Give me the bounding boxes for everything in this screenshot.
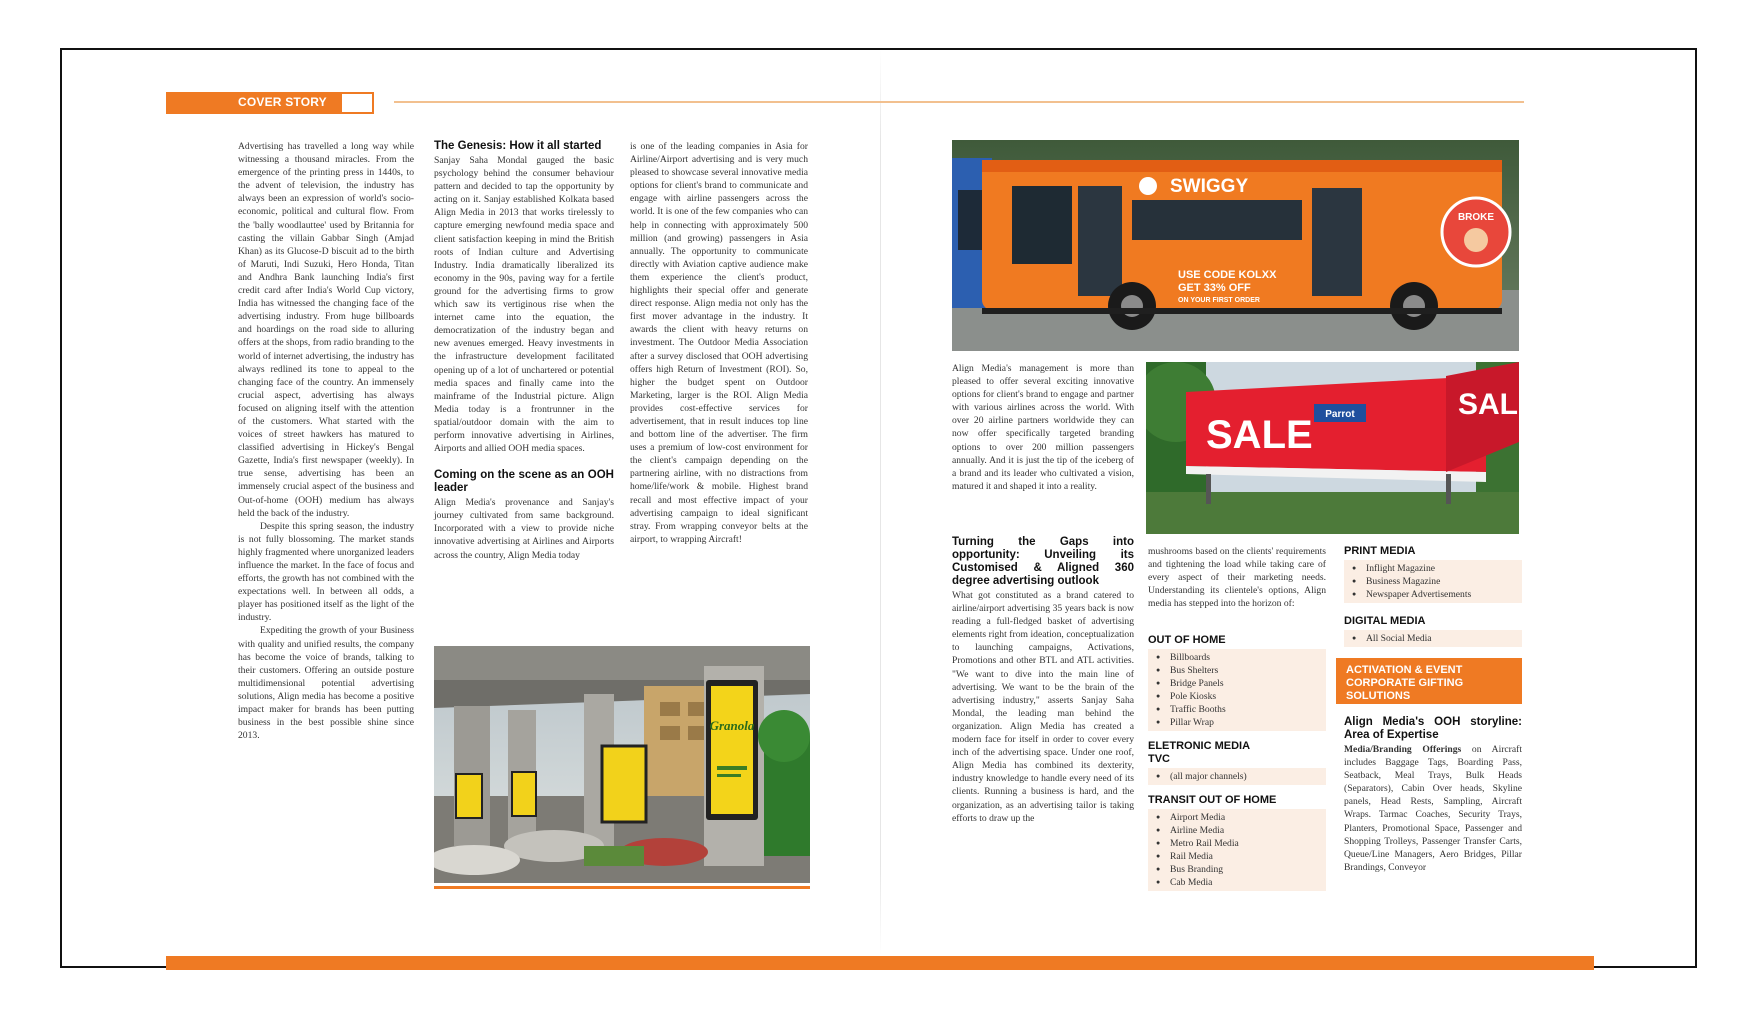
list-item: ● Billboards [1170, 651, 1326, 664]
section-heading: Coming on the scene as an OOH leader [434, 469, 614, 495]
list-title: TRANSIT OUT OF HOME [1148, 794, 1277, 806]
photo-sale-billboard [1146, 362, 1519, 534]
print-media-list [1344, 545, 1522, 603]
article-column-4 [952, 362, 1134, 493]
sale-side-text: SAL [1458, 388, 1518, 421]
cover-story-tab [166, 92, 374, 114]
paragraph: Advertising has travelled a long way while witnessing a thousand miracles. From the emergence of the printing press in 1440s, to the advent of television, the industry has always been an expression of world's socio-economic, political and cultural flow. From the 'bally woodlauttee' used by Britannia for casting the villain Gabbar Singh (Amjad Khan) as its Glucose-D biscuit ad to the birth of Maruti, Indi Suzuki, Hero Honda, Titan and Andhra Bank launching India's first credit card after India's World Cup victory, India has witnessed the changing face of the advertising industry. From huge billboards and hoardings on the road side to alluring offers at the shops, from radio branding to the world of internet advertising, the industry has always redlined its tone to appeal to the changing face of the country. An immensely crucial aspect, advertising has always focused on aligning itself with the attention of the customers. What started with the voices of street hawkers has matured to classified advertising in Hickey's Bengal Gazette, India's first newspaper (weekly). In true sense, advertising has been an immensely crucial aspect of the business and Out-of-home (OOH) medium has always held the back of the industry. [238, 141, 414, 519]
list-item: ● Cab Media [1170, 876, 1326, 889]
list-item: ● Airport Media [1170, 811, 1326, 824]
transit-media-list [1148, 794, 1326, 891]
badge-text: BROKE [1457, 212, 1495, 223]
coupon-line-2: GET 33% OFF [1178, 282, 1251, 294]
paragraph: on Aircraft includes Baggage Tags, Boarding Pass, Seatback, Meal Trays, Bulk Heads (Separators), Cabin Over heads, Skyline panels, Head Rests, Sampling, Aircraft Wraps. Tarmac Coaches, Security Trays, Planters, Promotional Space, Passenger and Shopping Trolleys, Passenger Transfer Carts, Queue/Line Managers, Aero Bridges, Pillar Brandings, Conveyor [1344, 744, 1522, 873]
swiggy-brand-text: SWIGGY [1170, 176, 1249, 197]
section-heading: Turning the Gaps into opportunity: Unveiling its Customised & Aligned 360 degree advertising outlook [952, 536, 1134, 587]
article-column-6 [1344, 716, 1522, 874]
list-item: ● Business Magazine [1366, 575, 1522, 588]
list-item: ● Pole Kiosks [1170, 690, 1326, 703]
tab-notch [340, 92, 374, 114]
electronic-media-list [1148, 740, 1326, 785]
sale-text: SALE [1206, 413, 1313, 457]
activation-box: ACTIVATION & EVENT CORPORATE GIFTING SOLUTIONS [1336, 658, 1522, 704]
article-column-1 [238, 140, 414, 742]
digital-media-list [1344, 615, 1522, 647]
list-item: ● Inflight Magazine [1366, 562, 1522, 575]
article-column-4-lower [952, 536, 1134, 825]
paragraph: What got constituted as a brand catered to airline/airport advertising 35 years back is now reading a full-fledged basket of advertising elements right from ideation, conceptualization to launching campaigns, Activations, Promotions and other BTL and ATL activities. "We want to dive into the main line of advertising. We want to be the brain of the advertising industry," asserts Sanjay Saha Mondal, the leading man behind the organization. Align Media has created a modern face for itself in order to cover every inch of the advertising space. Under one roof, Align Media has combined its dexterity, industry knowledge to handle every need of its clients. Running a business is hard, and the organization, as an advertising tailor is taking efforts to draw up the [952, 590, 1134, 824]
article-column-2 [434, 140, 614, 562]
paragraph: Align Media's provenance and Sanjay's journey cultivated from same background. Incorporated with a view to provide niche innovative advertising at Airlines and Airports across the country, Align Media today [434, 497, 614, 561]
coupon-line-1: USE CODE KOLXX [1178, 269, 1277, 281]
list-item: ● Airline Media [1170, 824, 1326, 837]
bus-image [952, 140, 1519, 351]
paragraph: Despite this spring season, the industry is not fully blossoming. The market stands highly fragmented where unorganized leaders influence the market. In the face of focus and efforts, the growth has not combined with the expectations well. In between all odds, a player has positioned itself as the light of the industry. [238, 520, 414, 624]
out-of-home-list [1148, 634, 1326, 731]
lead-text: Media/Branding Offerings [1344, 744, 1462, 755]
bottom-accent-bar [166, 956, 1594, 970]
list-item: ● Newspaper Advertisements [1366, 588, 1522, 601]
photo-pillar-ads [434, 646, 810, 889]
list-item: ● All Social Media [1366, 632, 1522, 645]
parrot-brand-text: Parrot [1325, 409, 1355, 420]
granola-ad-text: Granola [709, 718, 755, 733]
list-item: ● Traffic Booths [1170, 703, 1326, 716]
article-column-5 [1148, 545, 1326, 610]
page-gutter [880, 50, 881, 956]
list-item: ● Pillar Wrap [1170, 716, 1326, 729]
paragraph: mushrooms based on the clients' requirements and tightening the load while taking care of every aspect of their marketing needs. Understanding its clientele's options, Align media has stepped into the horizon of: [1148, 546, 1326, 610]
list-item: ● Rail Media [1170, 850, 1326, 863]
photo-swiggy-bus [952, 140, 1519, 351]
list-title: PRINT MEDIA [1344, 545, 1416, 557]
list-title: OUT OF HOME [1148, 634, 1226, 646]
paragraph: Align Media's management is more than pleased to offer several exciting innovative options for client's brand to engage and partner with various airlines across the world. With over 20 airline partners worldwide they can now offer specifically targeted branding options to over 200 million passengers annually. And it is just the tip of the iceberg of a brand and its leader who cultivated a vision, matured it and shaped it into a reality. [952, 363, 1134, 492]
list-item: ● Bridge Panels [1170, 677, 1326, 690]
list-title: DIGITAL MEDIA [1344, 615, 1426, 627]
paragraph: is one of the leading companies in Asia for Airline/Airport advertising and is very much pleased to showcase several innovative media options for client's brand to communicate and engage with airline passengers across the world. It is one of the few companies who can help in connecting with approximately 500 million (and growing) passengers in Asia annually. The opportunity to communicate directly with Aviation captive audience make them experience the client's product, highlights their special offer and generate direct response. Align media not only has the first mover advantage in the industry. It awards the client with heavy returns on investment. The Outdoor Media Association after a survey disclosed that OOH advertising offers high Return of Investment (ROI). So, higher the budget spent on Outdoor Marketing, larger is the ROI. Align Media provides cost-effective services for advertisement, that in result induces top line and bottom line of the advertiser. The firm uses a premium of low-cost environment for the client's campaign depending on the partnering airline, with no distractions from home/life/work & mobile. Highest brand recall and most effective impact of your advertising campaign to ideal significant stray. From wrapping conveyor belts at the airport, to wrapping Aircraft! [630, 141, 808, 545]
list-subtitle: TVC [1148, 753, 1170, 765]
list-title: ELETRONIC MEDIA [1148, 740, 1251, 752]
article-column-3 [630, 140, 808, 546]
pillar-ads-image [434, 646, 810, 883]
list-item: ● Bus Branding [1170, 863, 1326, 876]
header-rule [394, 101, 1524, 103]
list-item: ● Bus Shelters [1170, 664, 1326, 677]
paragraph: Expediting the growth of your Business with quality and unified results, the company has become the voice of brands, talking to their customers. Offering an outside posture multidimensional potential advertising solutions, Align media has become a positive impact maker for brands has been putting business in the best possible shine since 2013. [238, 625, 414, 742]
section-label: COVER STORY [238, 95, 327, 109]
coupon-line-3: ON YOUR FIRST ORDER [1178, 297, 1260, 304]
sale-billboard-image [1146, 362, 1519, 534]
paragraph: Sanjay Saha Mondal gauged the basic psychology behind the consumer behaviour pattern and decided to tap the opportunity by acting on it. Sanjay established Kolkata based Align Media in 2013 that works tirelessly to capture emerging newfound media space and client satisfaction keeping in mind the British roots of Indian culture and Advertising Industry. India dramatically liberalized its economy in the 90s, paving way for a fertile ground for the advertising firms to grow which saw its vertiginous rise when the internet came into the equation, the democratization of the industry began and new avenues emerged. Heavy investments in the infrastructure development facilitated opening up of a lot of unchartered or potential media spaces and finally came into the mainframe of the Industrial picture. Align Media today is a frontrunner in the spatial/outdoor domain with the aim to perform innovative advertising in Airlines, Airports and allied OOH media spaces. [434, 155, 614, 455]
section-heading: The Genesis: How it all started [434, 140, 602, 152]
list-item: ● Metro Rail Media [1170, 837, 1326, 850]
section-heading: Align Media's OOH storyline: Area of Expertise [1344, 716, 1522, 741]
list-item: ● (all major channels) [1170, 770, 1326, 783]
